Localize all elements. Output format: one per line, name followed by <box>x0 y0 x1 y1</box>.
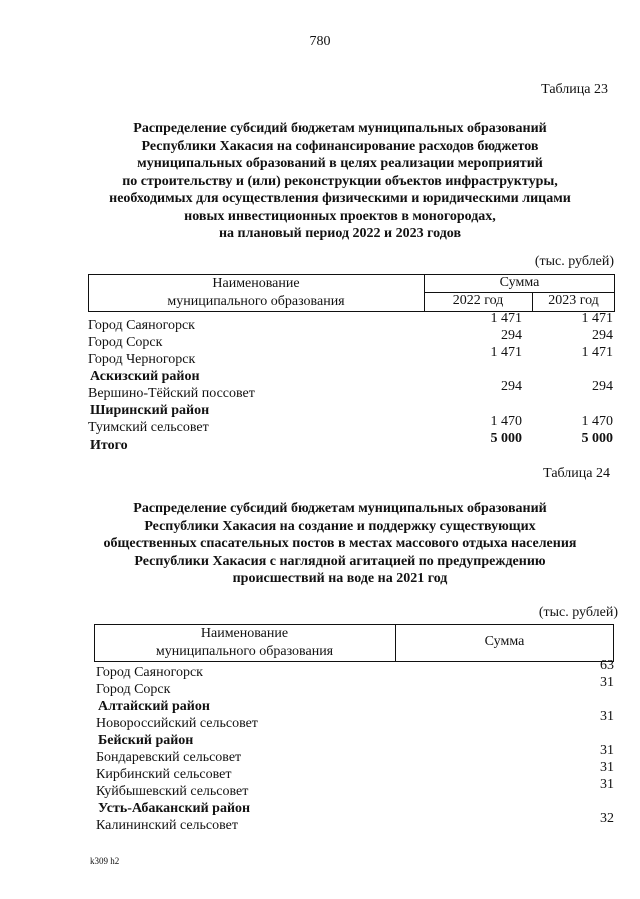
table-24-row-name: Город Саяногорск <box>96 665 203 680</box>
table-24-row-name: Бондаревский сельсовет <box>96 750 242 765</box>
header-name-line2: муниципального образования <box>155 644 334 659</box>
table-23-value-2022: 1 471 <box>490 345 522 360</box>
title-line: общественных спасательных постов в местах массового отдыха населения <box>103 536 577 551</box>
table-24-value: 31 <box>600 760 614 775</box>
table-23-value-2023: 1 471 <box>581 345 613 360</box>
table-23-total-2023: 5 000 <box>581 431 613 446</box>
table-24-row-name: Кирбинский сельсовет <box>96 767 232 782</box>
table-24-value: 31 <box>600 743 614 758</box>
table-24-value: 32 <box>600 811 614 826</box>
header-year-2023: 2023 год <box>548 293 599 308</box>
table-23-title <box>60 120 620 243</box>
header-sum: Сумма <box>484 634 525 649</box>
table-23-row-name: Город Саяногорск <box>88 318 195 333</box>
title-line: новых инвестиционных проектов в моногородах, <box>184 208 496 224</box>
header-name-line2: муниципального образования <box>167 294 345 309</box>
title-line: происшествий на воде на 2021 год <box>232 571 448 586</box>
page-number: 780 <box>309 34 331 49</box>
table-23-units: (тыс. рублей) <box>534 254 614 269</box>
table-23-value-2022: 294 <box>501 328 522 343</box>
table-23-row-name: Город Сорск <box>88 335 163 350</box>
table-24-label: Таблица 24 <box>543 466 610 481</box>
title-line: Республики Хакасия с наглядной агитацией по предупреждению <box>134 553 546 569</box>
table-23-value-2023: 1 471 <box>581 311 613 326</box>
table-24-units: (тыс. рублей) <box>538 605 618 620</box>
title-line: Распределение субсидий бюджетам муниципальных образований <box>133 501 547 516</box>
table-23-total-label: Итого <box>90 438 128 453</box>
table-24-row-name: Калининский сельсовет <box>96 818 238 833</box>
table-23-value-2023: 294 <box>592 379 613 394</box>
table-24-title <box>60 500 620 588</box>
title-line: по строительству и (или) реконструкции объектов инфраструктуры, <box>122 173 558 189</box>
title-line: на плановый период 2022 и 2023 годов <box>218 226 462 241</box>
table-24-row-name: Город Сорск <box>96 682 171 697</box>
table-24-district-heading: Бейский район <box>98 733 194 748</box>
table-24-row-name: Куйбышевский сельсовет <box>96 784 249 799</box>
table-23-label: Таблица 23 <box>541 82 608 97</box>
table-23-value-2023: 1 470 <box>581 414 613 429</box>
header-sum: Сумма <box>499 275 540 290</box>
header-name-line1: Наименование <box>200 626 289 641</box>
table-24-district-heading: Алтайский район <box>98 699 210 714</box>
table-24-value: 31 <box>600 709 614 724</box>
title-line: Республики Хакасия на создание и поддержку существующих <box>144 518 536 534</box>
title-line: необходимых для осуществления физическими и юридическими лицами <box>109 191 571 206</box>
table-23-row-name: Вершино-Тёйский поссовет <box>88 386 255 401</box>
table-23-value-2022: 1 470 <box>490 414 522 429</box>
table-24-value: 31 <box>600 777 614 792</box>
table-23-district-heading: Аскизский район <box>90 369 200 384</box>
header-name-line1: Наименование <box>212 276 300 291</box>
header-year-2022: 2022 год <box>452 293 504 308</box>
table-23-row-name: Город Черногорск <box>88 352 196 367</box>
table-23-value-2023: 294 <box>592 328 613 343</box>
table-23-district-heading: Ширинский район <box>90 403 210 418</box>
table-24-value: 31 <box>600 675 614 690</box>
table-24-row-name: Новороссийский сельсовет <box>96 716 258 731</box>
title-line: Распределение субсидий бюджетам муниципальных образований <box>133 121 547 136</box>
table-24-value: 63 <box>600 658 614 673</box>
table-23-total-2022: 5 000 <box>490 431 522 446</box>
title-line: Республики Хакасия на софинансирование расходов бюджетов <box>141 138 539 154</box>
footer-code: k309 h2 <box>90 856 120 866</box>
table-23-value-2022: 294 <box>501 379 522 394</box>
table-23-row-name: Туимский сельсовет <box>88 420 209 435</box>
title-line: муниципальных образований в целях реализации мероприятий <box>137 156 543 171</box>
table-24-district-heading: Усть-Абаканский район <box>98 801 251 816</box>
table-23-value-2022: 1 471 <box>490 311 522 326</box>
